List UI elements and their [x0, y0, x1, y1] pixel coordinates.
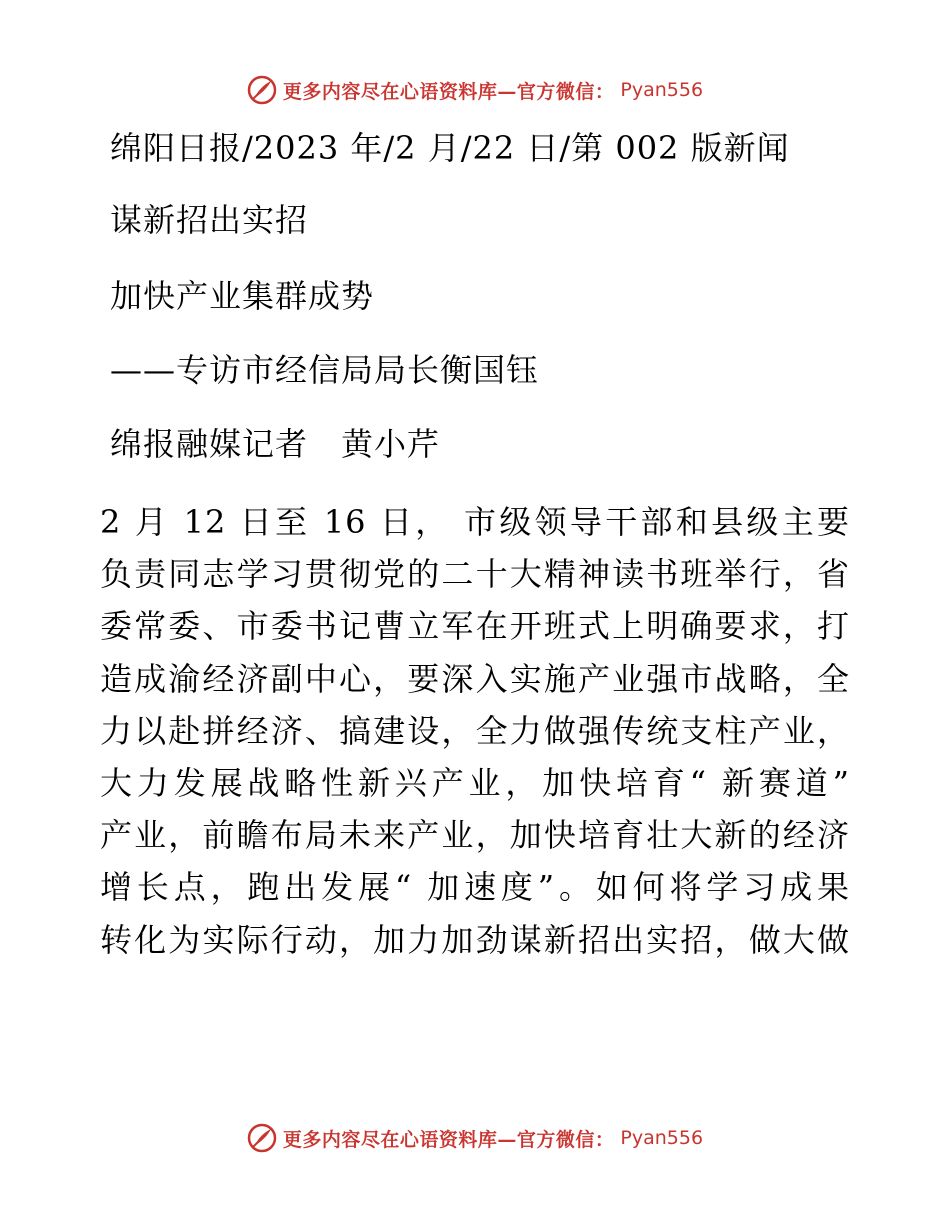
- body-line: 产业，前瞻布局未来产业，加快培育壮大新的经济: [100, 816, 850, 855]
- body-line: 转化为实际行动，加力加劲谋新招出实招，做大做: [100, 920, 850, 959]
- body-line: 负责同志学习贯彻党的二十大精神读书班举行，省: [100, 555, 850, 594]
- watermark-account: Pyan556: [620, 1127, 704, 1149]
- watermark-account: Pyan556: [620, 79, 704, 101]
- watermark-footer: [0, 1118, 950, 1158]
- watermark-header: [0, 70, 950, 110]
- feather-logo-icon: [247, 1123, 277, 1153]
- watermark-text: 更多内容尽在心语资料库—官方微信：: [282, 1128, 615, 1151]
- article-body: [100, 496, 850, 966]
- headline-secondary: 加快产业集群成势: [110, 277, 375, 315]
- subtitle: ——专访市经信局局长衡国钰: [110, 351, 540, 389]
- feather-logo-icon: [247, 75, 277, 105]
- byline: 绵报融媒记者 黄小芹: [110, 425, 441, 463]
- body-line: 委常委、市委书记曹立军在开班式上明确要求，打: [100, 607, 850, 646]
- body-line: 造成渝经济副中心，要深入实施产业强市战略，全: [100, 659, 850, 698]
- headline-primary: 谋新招出实招: [110, 201, 309, 239]
- body-line: 力以赴拼经济、搞建设，全力做强传统支柱产业，: [100, 711, 850, 750]
- watermark-text: 更多内容尽在心语资料库—官方微信：: [282, 80, 615, 103]
- body-line: 增长点，跑出发展“ 加速度”。如何将学习成果: [100, 868, 850, 907]
- body-line: 2 月 12 日至 16 日， 市级领导干部和县级主要: [100, 503, 850, 541]
- body-line: 大力发展战略性新兴产业，加快培育“ 新赛道”: [100, 764, 850, 803]
- source-line: 绵阳日报/2023 年/2 月/22 日/第 002 版新闻: [110, 129, 790, 167]
